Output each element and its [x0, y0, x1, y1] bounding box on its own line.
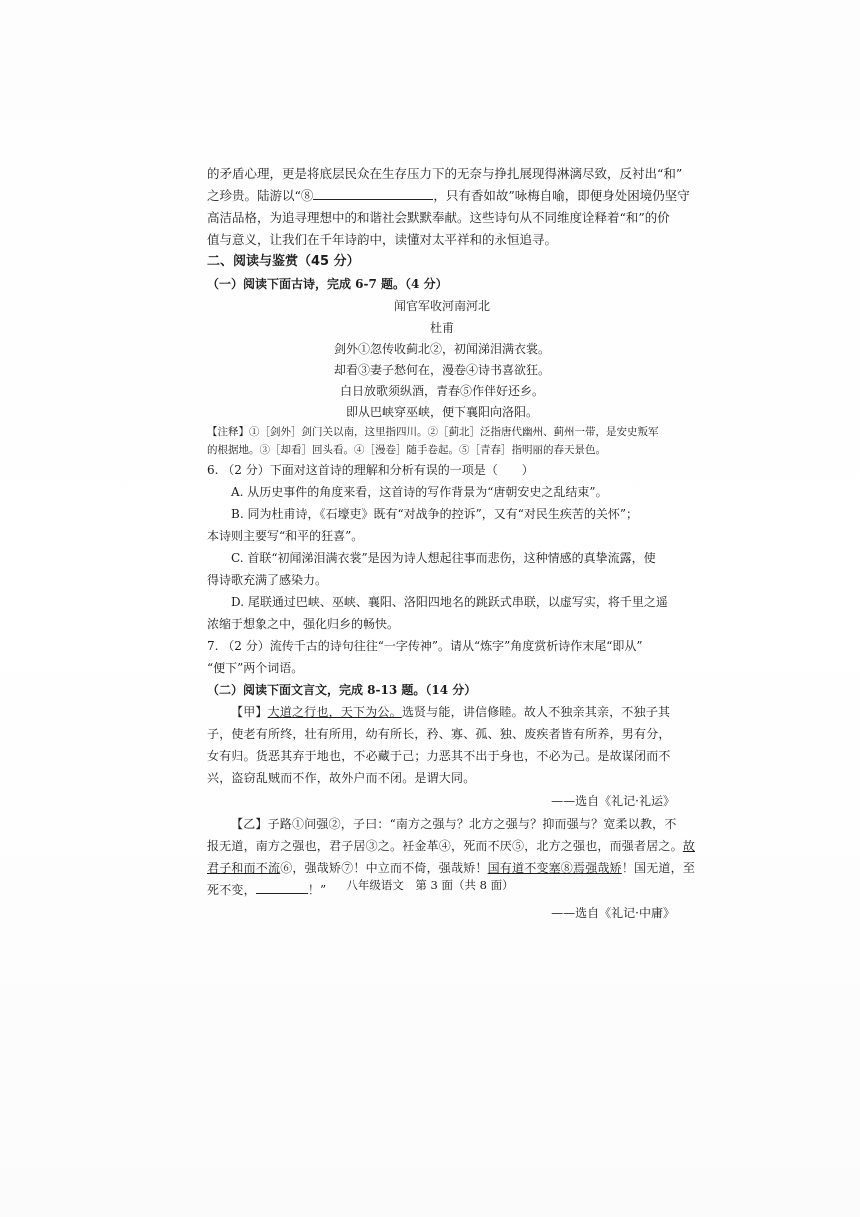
- yi-line-1: 【乙】子路①问强②，子曰：“南方之强与？北方之强与？抑而强与？宽柔以教，不: [231, 817, 677, 831]
- answer-blank-8[interactable]: [313, 187, 433, 200]
- yi-line-3a: ⑥，强哉矫⑦！中立而不倚，强哉矫！: [280, 861, 488, 875]
- intro-line-1: 的矛盾心理，更是将底层民众在生存压力下的无奈与挣扎展现得淋漓尽致，反衬出“和”: [207, 166, 683, 181]
- page-content: [207, 163, 696, 925]
- poem-line-3: 白日放歌须纵酒，青春⑤作伴好还乡。: [339, 384, 544, 398]
- question-7-line-1: 7. （2 分）流传千古的诗句往往“一字传神”。请从“炼字”角度赏析诗作末尾“即从”: [207, 639, 643, 653]
- poem-note-1: 【注释】①［剑外］剑门关以南，这里指四川。②［蓟北］泛指唐代幽州、蓟州一带，是安史叛军: [207, 426, 659, 438]
- yi-source: ——选自《礼记·中庸》: [551, 906, 675, 920]
- part-2-heading: （二）阅读下面文言文，完成 8-13 题。（14 分）: [207, 683, 477, 697]
- yi-underlined-gu: 故: [682, 839, 696, 853]
- yi-line-2-text: 报无道，南方之强也，君子居③之。衽金革④，死而不厌⑤，北方之强也，而强者居之。: [207, 839, 683, 853]
- intro-line-2b: ，只有香如故”咏梅自喻，即便身处困境仍坚守: [433, 188, 690, 203]
- part-1-heading: （一）阅读下面古诗，完成 6-7 题。（4 分）: [207, 277, 448, 291]
- page-footer: 八年级语文 第 3 面（共 8 面）: [346, 878, 514, 892]
- question-6-option-c-1: C. 首联“初闻涕泪满衣裳”是因为诗人想起往事而悲伤，这种情感的真挚流露，使: [231, 551, 656, 565]
- jia-line-1: [207, 701, 677, 723]
- jia-line-3: 女有归。货恶其弃于地也，不必藏于己；力恶其不出于身也，不必为己。是故谋闭而不: [207, 749, 671, 763]
- poem-note-2: 的根据地。③［却看］回头看。④［漫卷］随手卷起。⑤［青春］指明丽的春天景色。: [207, 444, 606, 456]
- intro-line-4: 值与意义，让我们在千年诗韵中，读懂对太平祥和的永恒追寻。: [207, 232, 558, 247]
- intro-line-3: 高洁品格，为追寻理想中的和谐社会默默奉献。这些诗句从不同维度诠释着“和”的价: [207, 210, 670, 225]
- question-6-option-d-2: 浓缩于想象之中，强化归乡的畅快。: [207, 617, 400, 631]
- question-6-stem: 6. （2 分）下面对这首诗的理解和分析有误的一项是（ ）: [207, 463, 534, 477]
- poem-line-4: 即从巴峡穿巫峡，便下襄阳向洛阳。: [345, 405, 538, 419]
- poem-title: 闻官军收河南河北: [393, 299, 490, 313]
- yi-underlined-2: 国有道不变塞⑧焉强哉矫: [487, 861, 622, 875]
- jia-label: 【甲】: [231, 705, 268, 719]
- question-6-option-a: A. 从历史事件的角度来看，这首诗的写作背景为“唐朝安史之乱结束”。: [231, 485, 608, 499]
- intro-line-2: [207, 185, 690, 207]
- section-2-title: 二、阅读与鉴赏（45 分）: [207, 254, 360, 269]
- yi-line-3b: ！国无道，至: [621, 861, 696, 875]
- jia-line-2: 子，使老有所终，壮有所用，幼有所长，矜、寡、孤、独、废疾者皆有所养，男有分，: [207, 727, 671, 741]
- question-6-option-b-2: 本诗则主要写“和平的狂喜”。: [207, 529, 364, 543]
- question-6-option-b-1: B. 同为杜甫诗，《石壕吏》既有“对战争的控诉”，又有“对民生疾苦的关怀”；: [231, 507, 638, 521]
- yi-underlined-1: 君子和而不流: [207, 861, 281, 875]
- yi-line-2: [207, 835, 696, 857]
- poem-line-2: 却看③妻子愁何在，漫卷④诗书喜欲狂。: [333, 363, 550, 377]
- poem-line-1: 剑外①忽传收蓟北②，初闻涕泪满衣裳。: [333, 342, 550, 356]
- jia-underlined: 大道之行也，天下为公。: [267, 705, 402, 719]
- jia-line-1-rest: 选贤与能，讲信修睦。故人不独亲其亲，不独子其: [401, 705, 671, 719]
- question-7-line-2: “便下”两个词语。: [207, 661, 304, 675]
- intro-line-2a: 之珍贵。陆游以“⑧: [207, 188, 314, 203]
- poem-author: 杜甫: [429, 321, 454, 335]
- question-6-option-c-2: 得诗歌充满了感染力。: [207, 573, 328, 587]
- yi-line-4a: 死不变，: [207, 883, 256, 897]
- jia-line-4: 兴，盗窃乱贼而不作，故外户而不闭。是谓大同。: [207, 771, 476, 785]
- yi-line-3: [207, 857, 696, 879]
- question-6-option-d-1: D. 尾联通过巴峡、巫峡、襄阳、洛阳四地名的跳跃式串联，以虚写实，将千里之遥: [231, 595, 668, 609]
- jia-source: ——选自《礼记·礼运》: [551, 794, 675, 808]
- yi-line-4b: ！”: [307, 883, 327, 897]
